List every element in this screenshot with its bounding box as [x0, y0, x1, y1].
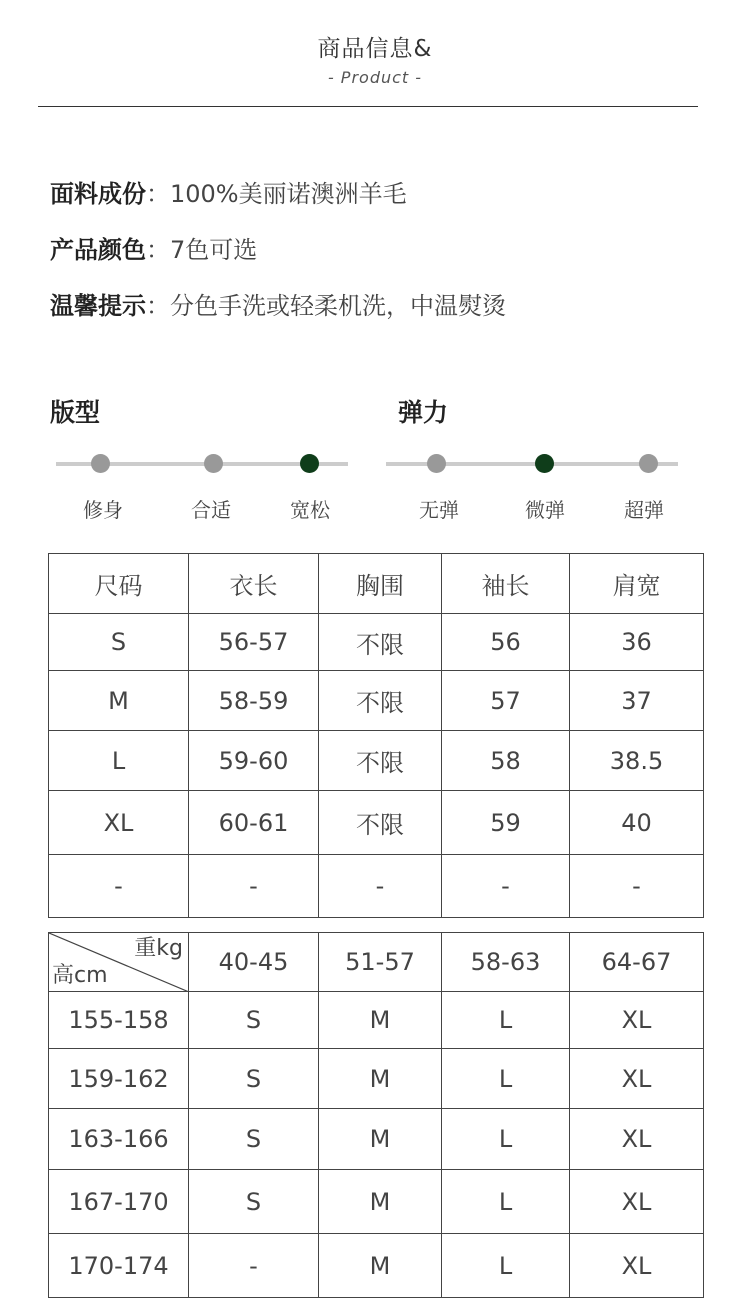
table-cell: - — [319, 855, 442, 918]
table-cell: M — [319, 992, 442, 1049]
height-cell: 163-166 — [49, 1109, 189, 1170]
table-cell: M — [49, 671, 189, 731]
elasticity-scale-dot — [427, 454, 446, 473]
table-row — [49, 1234, 704, 1298]
fit-scale-label: 宽松 — [290, 498, 330, 522]
table-row — [49, 855, 704, 918]
info-color-label: 产品颜色 — [50, 236, 146, 264]
table-row — [49, 1170, 704, 1234]
height-cell: 170-174 — [49, 1234, 189, 1298]
table-cell: L — [442, 1170, 570, 1234]
table-cell: L — [442, 992, 570, 1049]
table-cell: S — [189, 1170, 319, 1234]
section-subtitle: - Product - — [327, 68, 423, 87]
table-cell: 60-61 — [189, 791, 319, 855]
table-cell: - — [189, 855, 319, 918]
table-row — [49, 614, 704, 671]
corner-cell — [49, 933, 189, 992]
table-cell: 59-60 — [189, 731, 319, 791]
header-cell: 肩宽 — [570, 554, 704, 614]
elasticity-scale-label: 无弹 — [419, 498, 459, 522]
table-row — [49, 1109, 704, 1170]
corner-weight-label: 重kg — [134, 936, 183, 961]
info-fabric-label: 面料成份 — [50, 180, 146, 208]
table-cell: M — [319, 1109, 442, 1170]
table-cell: XL — [49, 791, 189, 855]
weight-header-cell: 58-63 — [442, 933, 570, 992]
table-row — [49, 791, 704, 855]
table-row — [49, 992, 704, 1049]
fit-scale-label: 修身 — [83, 498, 123, 522]
fit-table — [48, 932, 704, 1298]
table-cell: S — [189, 1109, 319, 1170]
table-row — [49, 671, 704, 731]
table-row — [49, 731, 704, 791]
weight-header-cell: 40-45 — [189, 933, 319, 992]
elasticity-scale-label: 微弹 — [525, 498, 565, 522]
table-cell: 不限 — [319, 731, 442, 791]
table-row — [49, 1049, 704, 1109]
table-cell: - — [49, 855, 189, 918]
info-fabric: 面料成份：100%美丽诺澳洲羊毛 — [50, 180, 407, 208]
table-cell: 不限 — [319, 791, 442, 855]
fit-table-header — [49, 933, 704, 992]
table-cell: 37 — [570, 671, 704, 731]
fit-scale-dot — [91, 454, 110, 473]
table-cell: 58 — [442, 731, 570, 791]
info-care-value: 分色手洗或轻柔机洗，中温熨烫 — [170, 292, 506, 320]
table-cell: 56-57 — [189, 614, 319, 671]
table-cell: XL — [570, 992, 704, 1049]
table-cell: 56 — [442, 614, 570, 671]
table-cell: 59 — [442, 791, 570, 855]
info-color: 产品颜色：7色可选 — [50, 236, 258, 264]
fit-scale-title: 版型 — [50, 398, 101, 427]
table-cell: - — [570, 855, 704, 918]
table-cell: S — [189, 1049, 319, 1109]
table-cell: 不限 — [319, 614, 442, 671]
fit-scale-label: 合适 — [191, 498, 231, 522]
header-cell: 袖长 — [442, 554, 570, 614]
header-cell: 尺码 — [49, 554, 189, 614]
table-cell: L — [442, 1234, 570, 1298]
table-cell: L — [442, 1049, 570, 1109]
table-cell: L — [442, 1109, 570, 1170]
info-fabric-value: 100%美丽诺澳洲羊毛 — [170, 180, 407, 208]
weight-header-cell: 51-57 — [319, 933, 442, 992]
table-cell: XL — [570, 1109, 704, 1170]
table-cell: S — [189, 992, 319, 1049]
table-cell: 不限 — [319, 671, 442, 731]
elasticity-scale-label: 超弹 — [624, 498, 664, 522]
table-cell: S — [49, 614, 189, 671]
height-cell: 159-162 — [49, 1049, 189, 1109]
table-cell: 38.5 — [570, 731, 704, 791]
table-cell: - — [442, 855, 570, 918]
weight-header-cell: 64-67 — [570, 933, 704, 992]
info-care: 温馨提示：分色手洗或轻柔机洗，中温熨烫 — [50, 292, 506, 320]
info-color-value: 7色可选 — [170, 236, 258, 264]
fit-scale-dot — [204, 454, 223, 473]
table-cell: M — [319, 1170, 442, 1234]
corner-height-label: 高cm — [52, 963, 108, 988]
section-title: 商品信息& — [317, 36, 433, 62]
elasticity-scale-dot — [639, 454, 658, 473]
info-care-label: 温馨提示 — [50, 292, 146, 320]
title-divider — [38, 106, 698, 107]
height-cell: 167-170 — [49, 1170, 189, 1234]
size-table-header — [49, 554, 704, 614]
header-cell: 胸围 — [319, 554, 442, 614]
table-cell: XL — [570, 1234, 704, 1298]
table-cell: M — [319, 1049, 442, 1109]
table-cell: XL — [570, 1170, 704, 1234]
table-cell: 36 — [570, 614, 704, 671]
size-table — [48, 553, 704, 918]
table-cell: 57 — [442, 671, 570, 731]
fit-scale-dot — [300, 454, 319, 473]
elasticity-scale-title: 弹力 — [398, 398, 449, 427]
table-cell: 58-59 — [189, 671, 319, 731]
table-cell: M — [319, 1234, 442, 1298]
header-cell: 衣长 — [189, 554, 319, 614]
elasticity-scale-dot — [535, 454, 554, 473]
table-cell: XL — [570, 1049, 704, 1109]
height-cell: 155-158 — [49, 992, 189, 1049]
table-cell: - — [189, 1234, 319, 1298]
table-cell: L — [49, 731, 189, 791]
table-cell: 40 — [570, 791, 704, 855]
